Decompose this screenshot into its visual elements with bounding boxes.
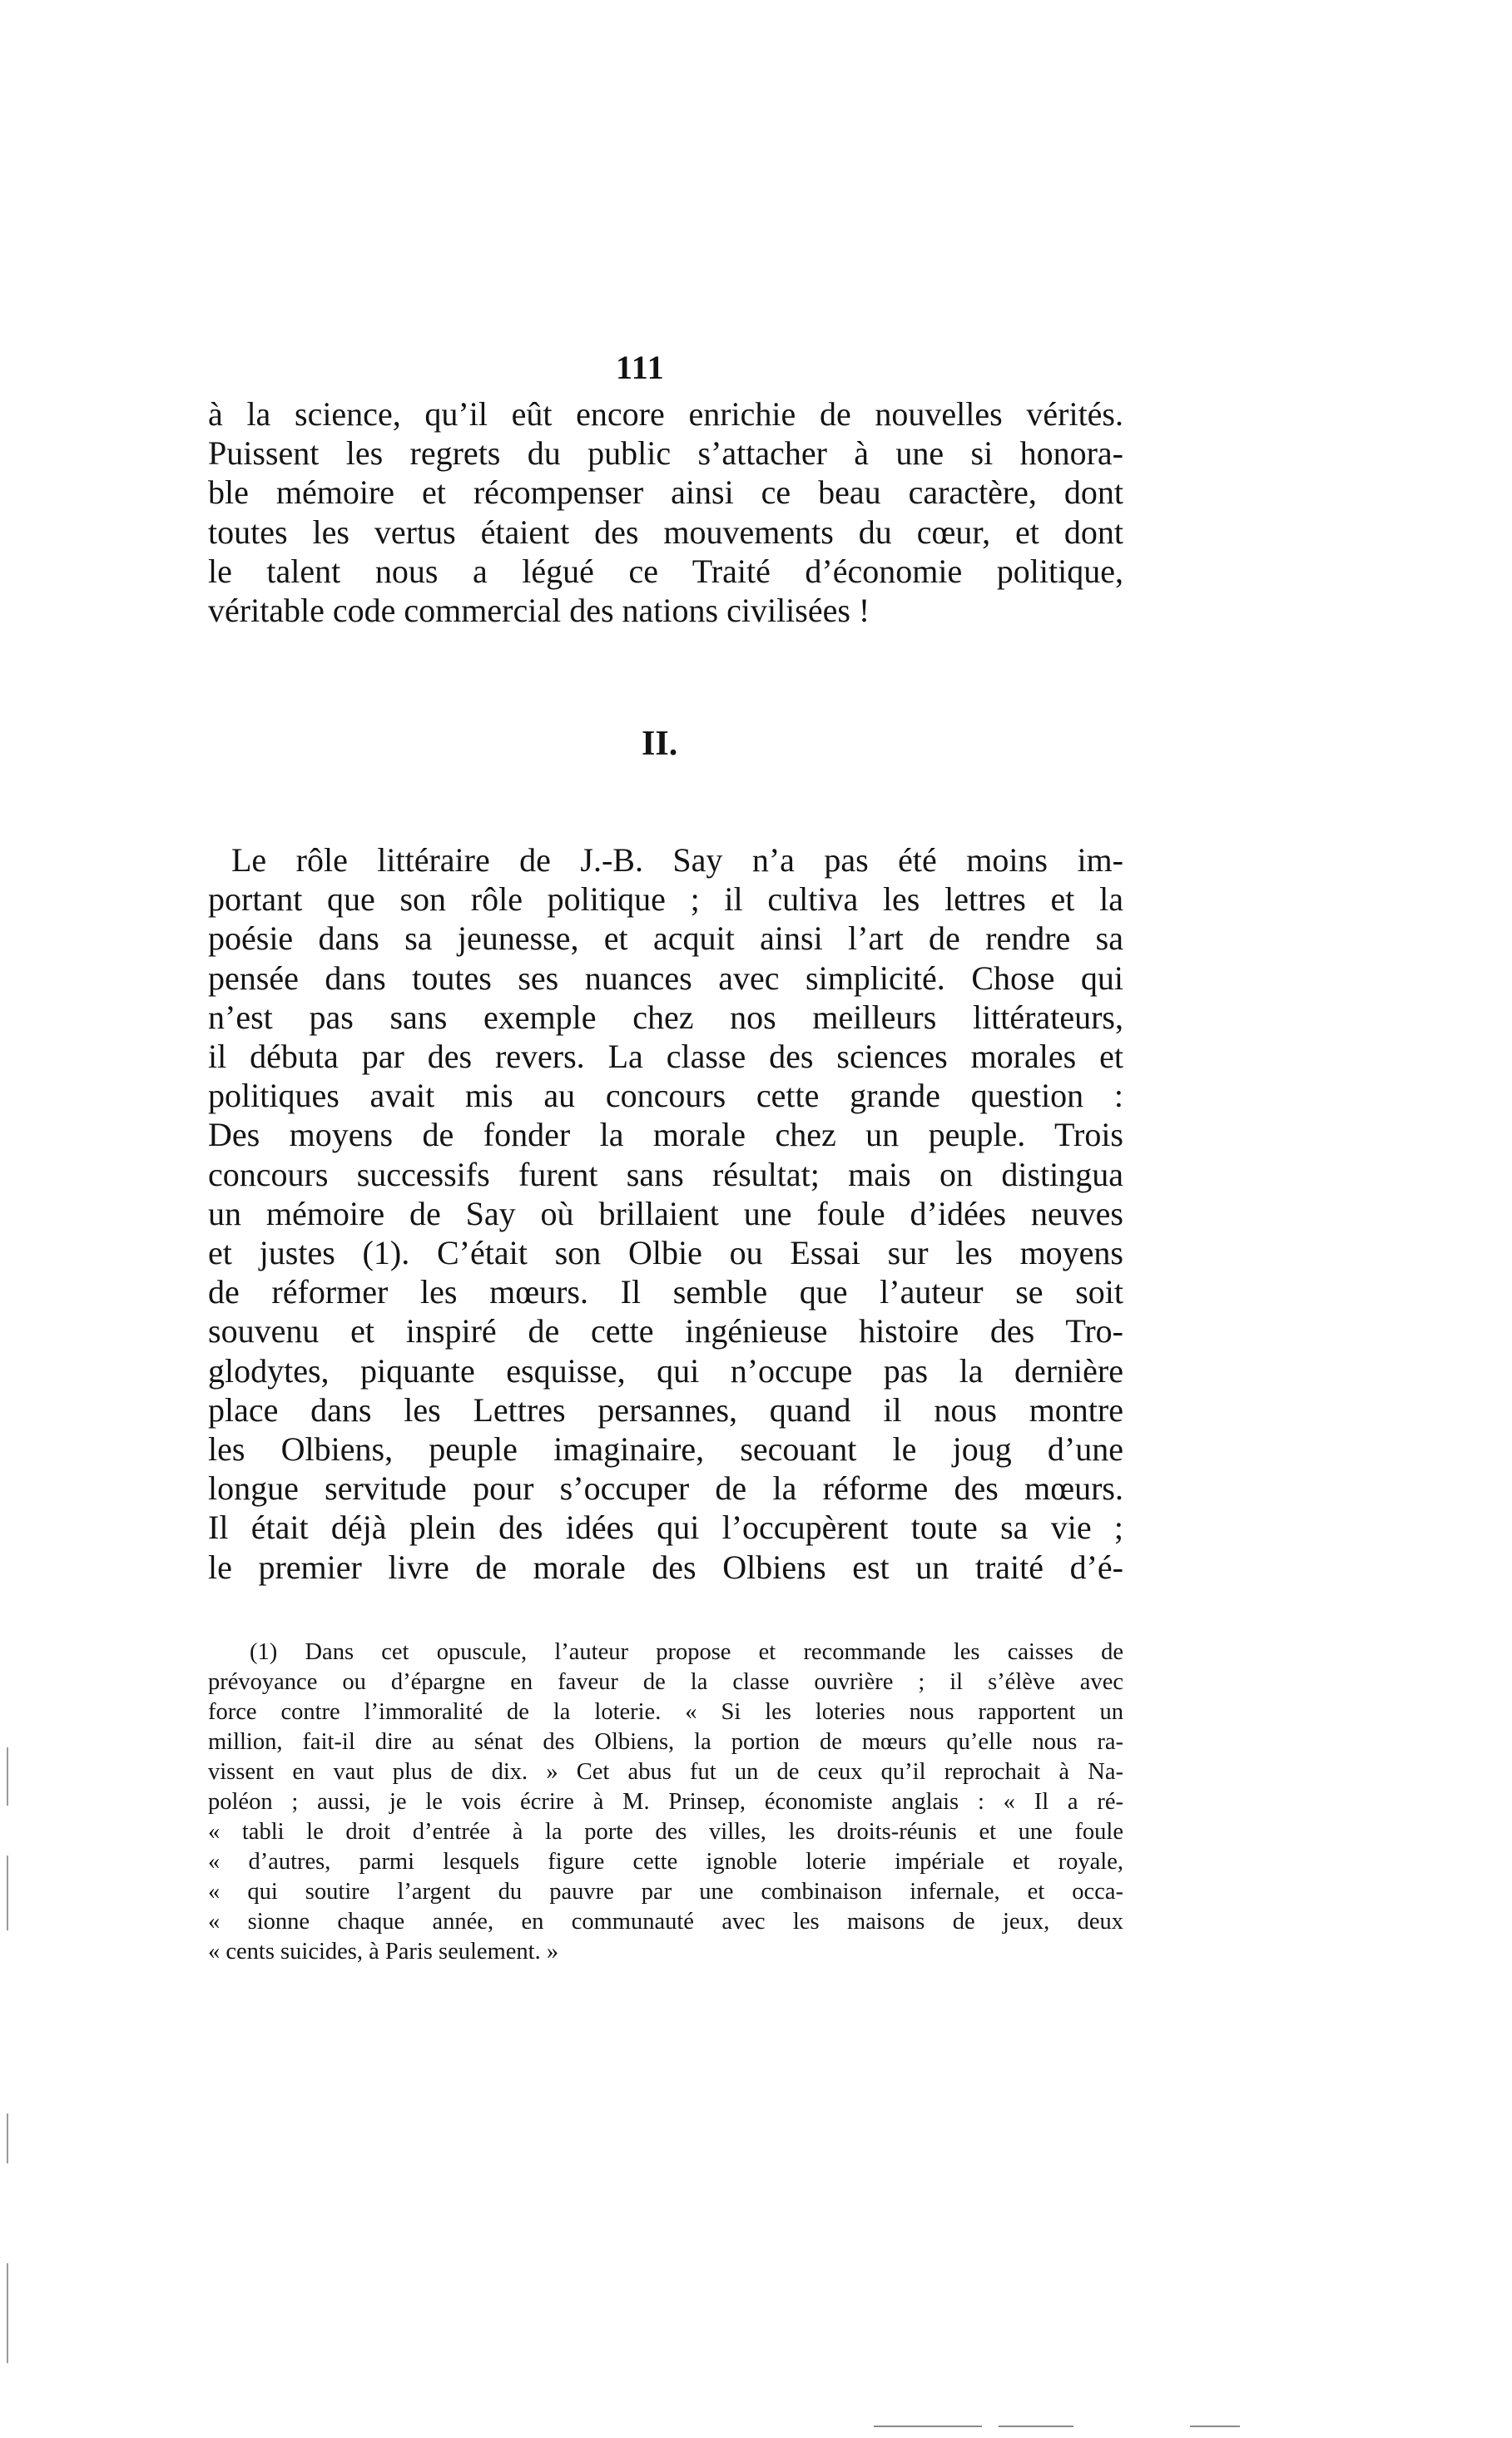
text-line: le premier livre de morale des Olbiens est un traité d’é- — [208, 1548, 1123, 1586]
footnote-line: prévoyance ou d’épargne en faveur de la classe ouvrière ; il s’élève avec — [208, 1669, 1123, 1695]
text-line: un mémoire de Say où brillaient une foule d’idées neuves — [208, 1194, 1123, 1232]
text-line: place dans les Lettres persannes, quand il nous montre — [208, 1390, 1123, 1429]
margin-mark — [7, 1747, 8, 1806]
text-line: poésie dans sa jeunesse, et acquit ainsi l’art de rendre sa — [208, 919, 1123, 958]
paragraph-1 — [208, 394, 1123, 630]
text-line: Il était déjà plein des idées qui l’occupèrent toute sa vie ; — [208, 1509, 1123, 1547]
text-line: pensée dans toutes ses nuances avec simplicité. Chose qui — [208, 959, 1123, 997]
text-line: concours successifs furent sans résultat; mais on distingua — [208, 1155, 1123, 1193]
margin-mark — [7, 2113, 8, 2163]
text-line: n’est pas sans exemple chez nos meilleurs littérateurs, — [208, 998, 1123, 1036]
scan-rule — [874, 2426, 982, 2427]
text-line: de réformer les mœurs. Il semble que l’auteur se soit — [208, 1273, 1123, 1311]
footnote-line: million, fait-il dire au sénat des Olbiens, la portion de mœurs qu’elle nous ra- — [208, 1729, 1123, 1755]
text-line: souvenu et inspiré de cette ingénieuse histoire des Tro- — [208, 1312, 1123, 1350]
text-line: véritable code commercial des nations civilisées ! — [208, 592, 870, 630]
text-line: Le rôle littéraire de J.-B. Say n’a pas été moins im- — [231, 841, 1123, 879]
paragraph-2 — [208, 840, 1123, 1587]
text-line: politiques avait mis au concours cette grande question : — [208, 1077, 1123, 1115]
text-line: glodytes, piquante esquisse, qui n’occupe pas la dernière — [208, 1351, 1123, 1390]
footnote-line: « sionne chaque année, en communauté avec les maisons de jeux, deux — [208, 1909, 1123, 1935]
section-heading: II. — [642, 725, 678, 763]
text-line: toutes les vertus étaient des mouvements du cœur, et dont — [208, 513, 1123, 551]
footnote-line: vissent en vaut plus de dix. » Cet abus fut un de ceux qu’il reprochait à Na- — [208, 1759, 1123, 1785]
text-line: le talent nous a légué ce Traité d’économie politique, — [208, 552, 1123, 590]
text-line: ble mémoire et récompenser ainsi ce beau caractère, dont — [208, 473, 1123, 512]
scan-rule — [1190, 2426, 1240, 2427]
text-line: portant que son rôle politique ; il cultiva les lettres et la — [208, 880, 1123, 919]
footnote-line: force contre l’immoralité de la loterie. « Si les loteries nous rapportent un — [208, 1699, 1123, 1725]
scan-rule — [999, 2426, 1073, 2427]
footnote-line: « d’autres, parmi lesquels figure cette ignoble loterie impériale et royale, — [208, 1849, 1123, 1875]
footnote-line: (1) Dans cet opuscule, l’auteur propose et recommande les caisses de — [250, 1639, 1123, 1665]
margin-mark — [7, 2263, 8, 2363]
text-line: à la science, qu’il eût encore enrichie de nouvelles vérités. — [208, 395, 1123, 433]
footnote-line: « qui soutire l’argent du pauvre par une combinaison infernale, et occa- — [208, 1879, 1123, 1905]
text-line: longue servitude pour s’occuper de la réforme des mœurs. — [208, 1469, 1123, 1508]
page-number: 111 — [616, 349, 665, 386]
text-line: et justes (1). C’était son Olbie ou Essai sur les moyens — [208, 1234, 1123, 1272]
footnote-line: « tabli le droit d’entrée à la porte des villes, les droits-réunis et une foule — [208, 1819, 1123, 1845]
footnote — [208, 1638, 1123, 1967]
text-line: Des moyens de fonder la morale chez un peuple. Trois — [208, 1116, 1123, 1154]
footnote-line: « cents suicides, à Paris seulement. » — [208, 1939, 559, 1965]
footnote-line: poléon ; aussi, je le vois écrire à M. Prinsep, économiste anglais : « Il a ré- — [208, 1789, 1123, 1815]
text-line: Puissent les regrets du public s’attacher à une si honora- — [208, 434, 1123, 473]
text-line: il débuta par des revers. La classe des sciences morales et — [208, 1038, 1123, 1076]
margin-mark — [7, 1856, 8, 1930]
text-line: les Olbiens, peuple imaginaire, secouant le joug d’une — [208, 1430, 1123, 1469]
